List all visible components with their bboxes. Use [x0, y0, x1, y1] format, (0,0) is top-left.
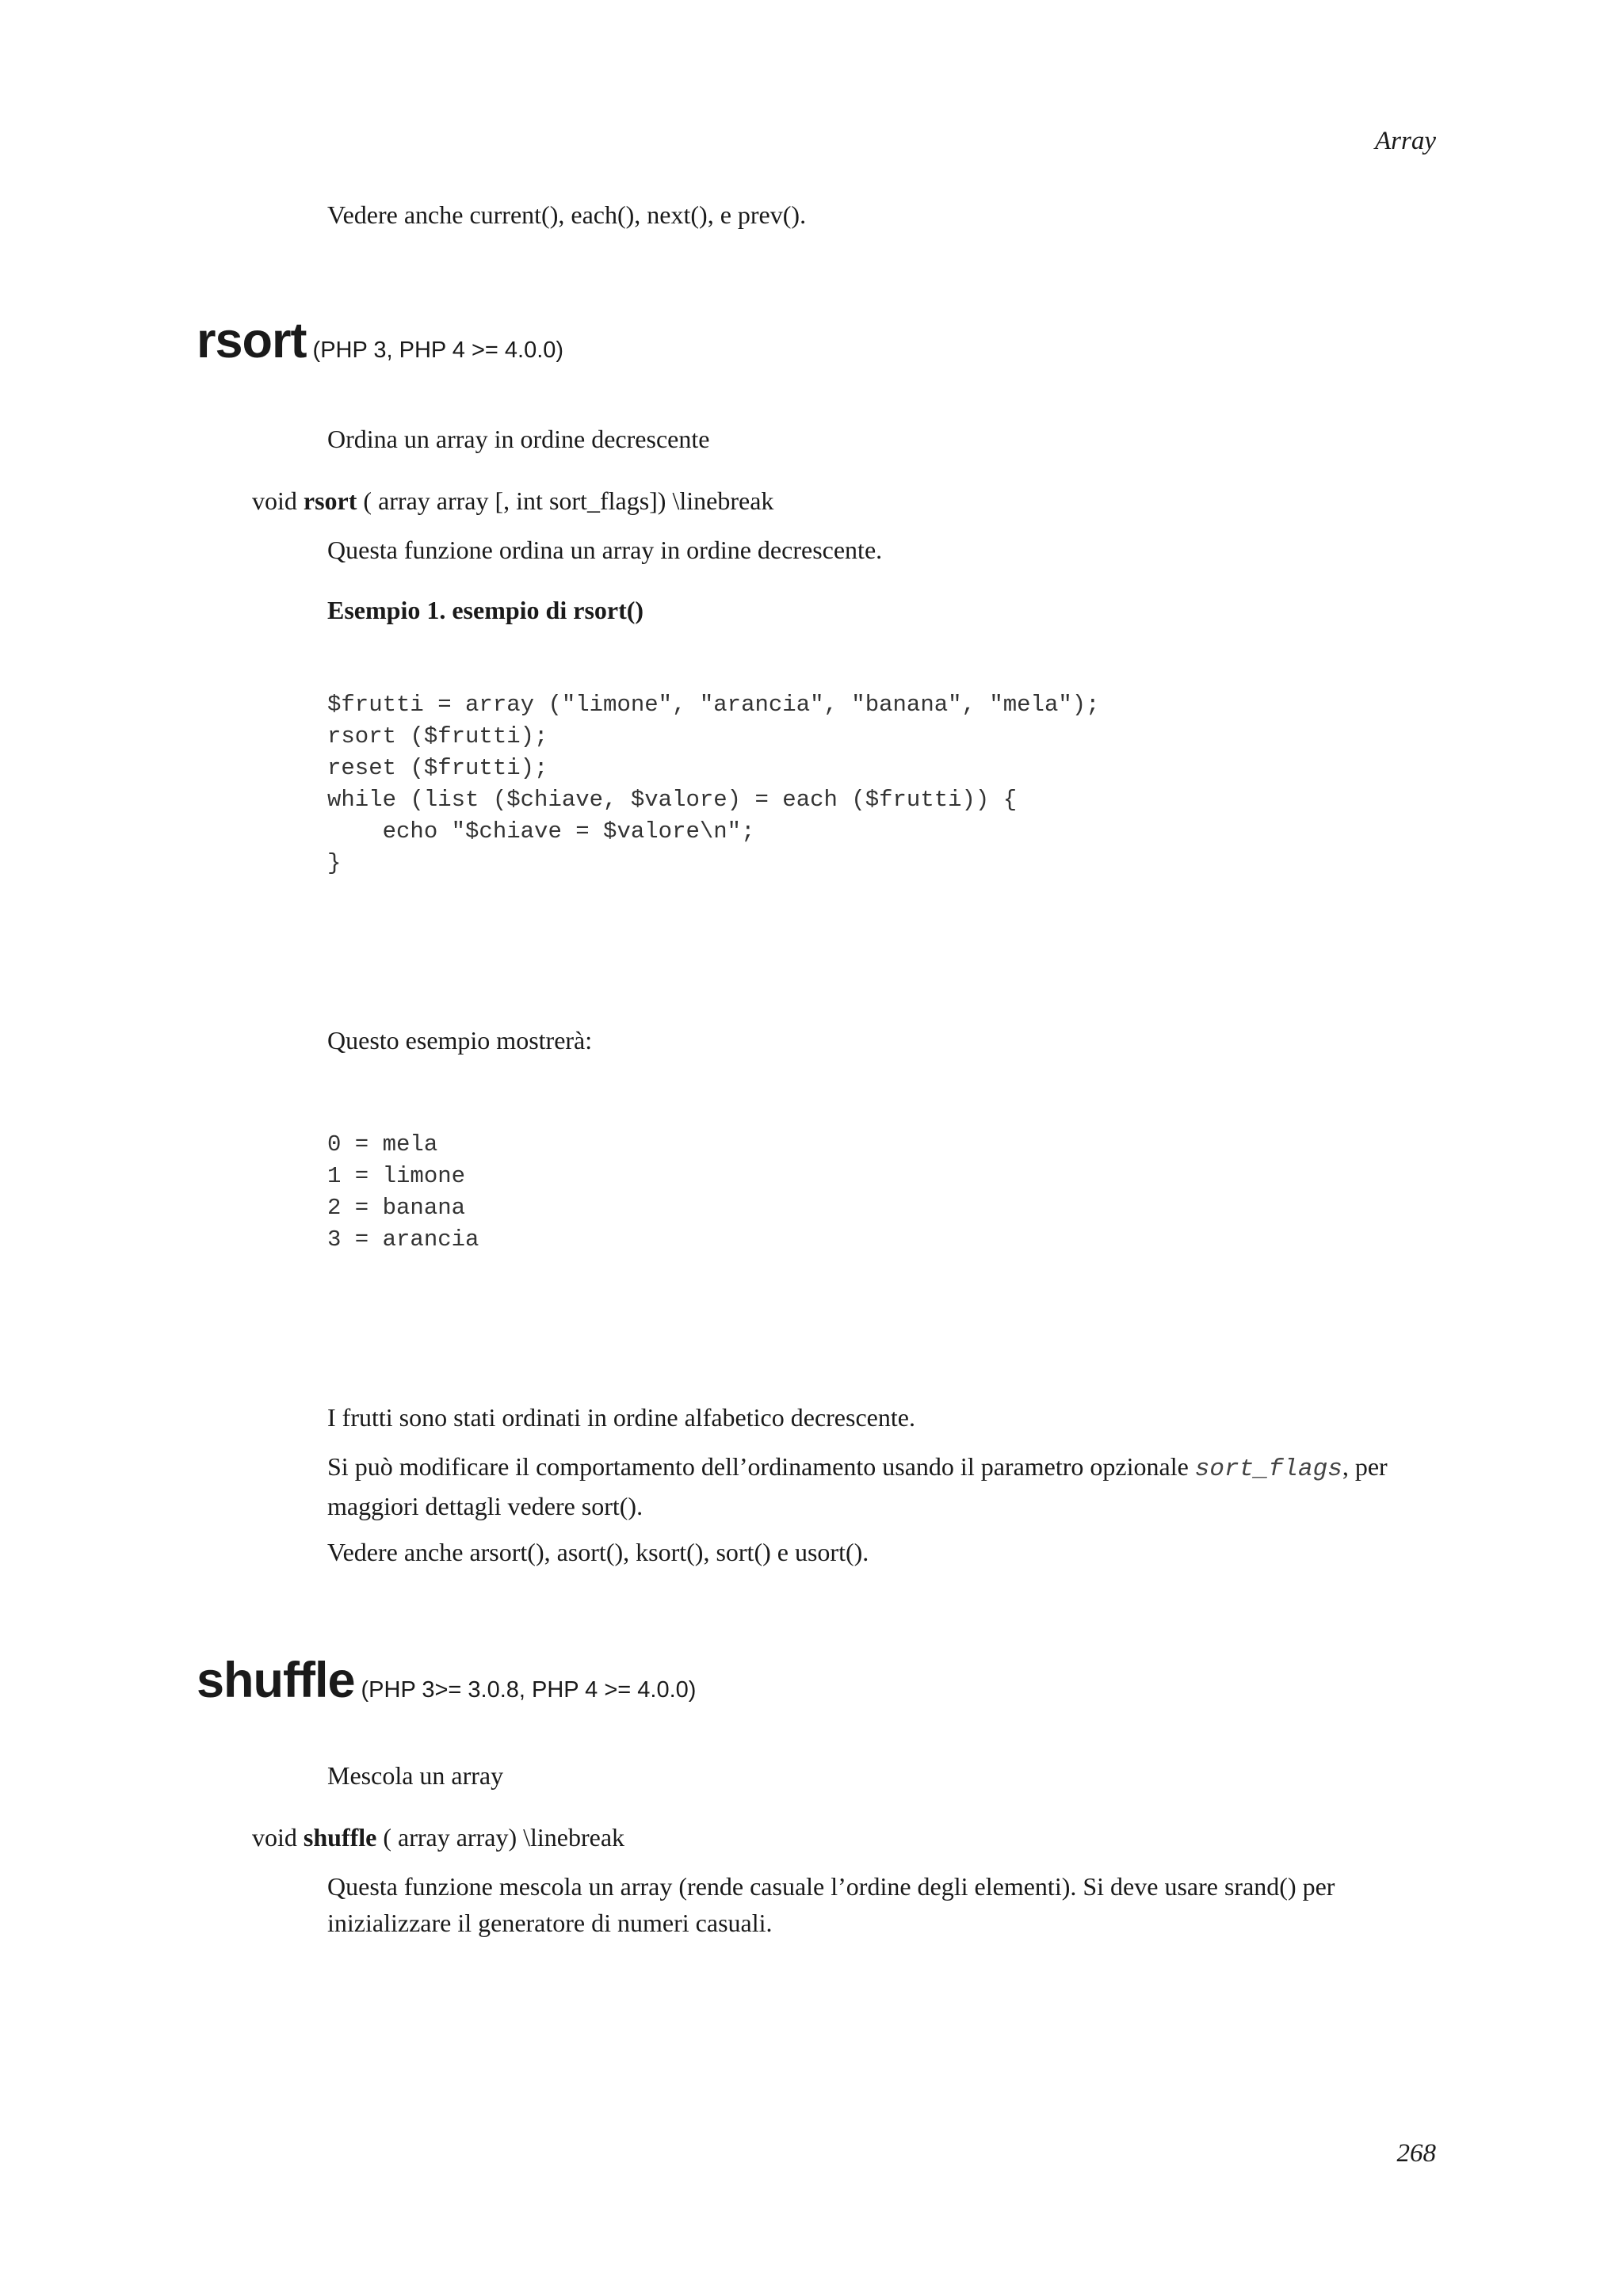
see-also-intro: Vedere anche current(), each(), next(), e prev().: [327, 200, 807, 229]
rsort-output-intro: Questo esempio mostrerà:: [327, 1026, 593, 1055]
rsort-description: Questa funzione ordina un array in ordine decrescente.: [327, 536, 883, 564]
rsort-see-also: Vedere anche arsort(), asort(), ksort(), sort() e usort().: [327, 1538, 869, 1566]
function-version: (PHP 3, PHP 4 >= 4.0.0): [312, 338, 564, 363]
rsort-purpose: Ordina un array in ordine decrescente: [327, 425, 710, 453]
function-name: rsort: [197, 313, 307, 368]
rsort-example-code: $frutti = array ("limone", "arancia", "banana", "mela"); rsort ($frutti); reset ($frutti); while (list ($chiave, $valore) = each ($frutti)) { echo "$chiave = $valore\n"; }: [327, 692, 1100, 876]
synopsis-return-type: void: [252, 486, 304, 515]
rsort-heading: [197, 312, 563, 369]
function-version: (PHP 3>= 3.0.8, PHP 4 >= 4.0.0): [361, 1677, 697, 1703]
synopsis-params: ( array array [, int sort_flags]) \linebreak: [357, 486, 774, 515]
shuffle-purpose: Mescola un array: [327, 1761, 504, 1790]
rsort-synopsis: [252, 482, 773, 519]
synopsis-return-type: void: [252, 1823, 304, 1852]
sort-flags-param: sort_flags: [1194, 1455, 1342, 1483]
page-number: 268: [1396, 2139, 1436, 2168]
synopsis-params: ( array array) \linebreak: [376, 1823, 625, 1852]
rsort-result-note: I frutti sono stati ordinati in ordine alfabetico decrescente.: [327, 1403, 915, 1432]
flags-note-text: Si può modificare il comportamento dell’ordinamento usando il parametro opzionale: [327, 1452, 1195, 1481]
shuffle-synopsis: [252, 1819, 624, 1855]
flags-note-text-end: , per maggiori dettagli vedere sort().: [327, 1452, 1388, 1520]
shuffle-heading: [197, 1652, 696, 1709]
shuffle-description: Questa funzione mescola un array (rende casuale l’ordine degli elementi). Si deve usare srand() per inizializzare il generatore di numeri casuali.: [327, 1872, 1335, 1937]
function-name: shuffle: [197, 1653, 355, 1708]
rsort-output-code: 0 = mela 1 = limone 2 = banana 3 = arancia: [327, 1131, 479, 1253]
synopsis-function-name: shuffle: [303, 1823, 377, 1852]
synopsis-function-name: rsort: [303, 486, 357, 515]
running-header: Array: [1375, 127, 1436, 155]
rsort-example-title: Esempio 1. esempio di rsort(): [327, 596, 644, 624]
rsort-flags-note: [327, 1448, 1437, 1524]
